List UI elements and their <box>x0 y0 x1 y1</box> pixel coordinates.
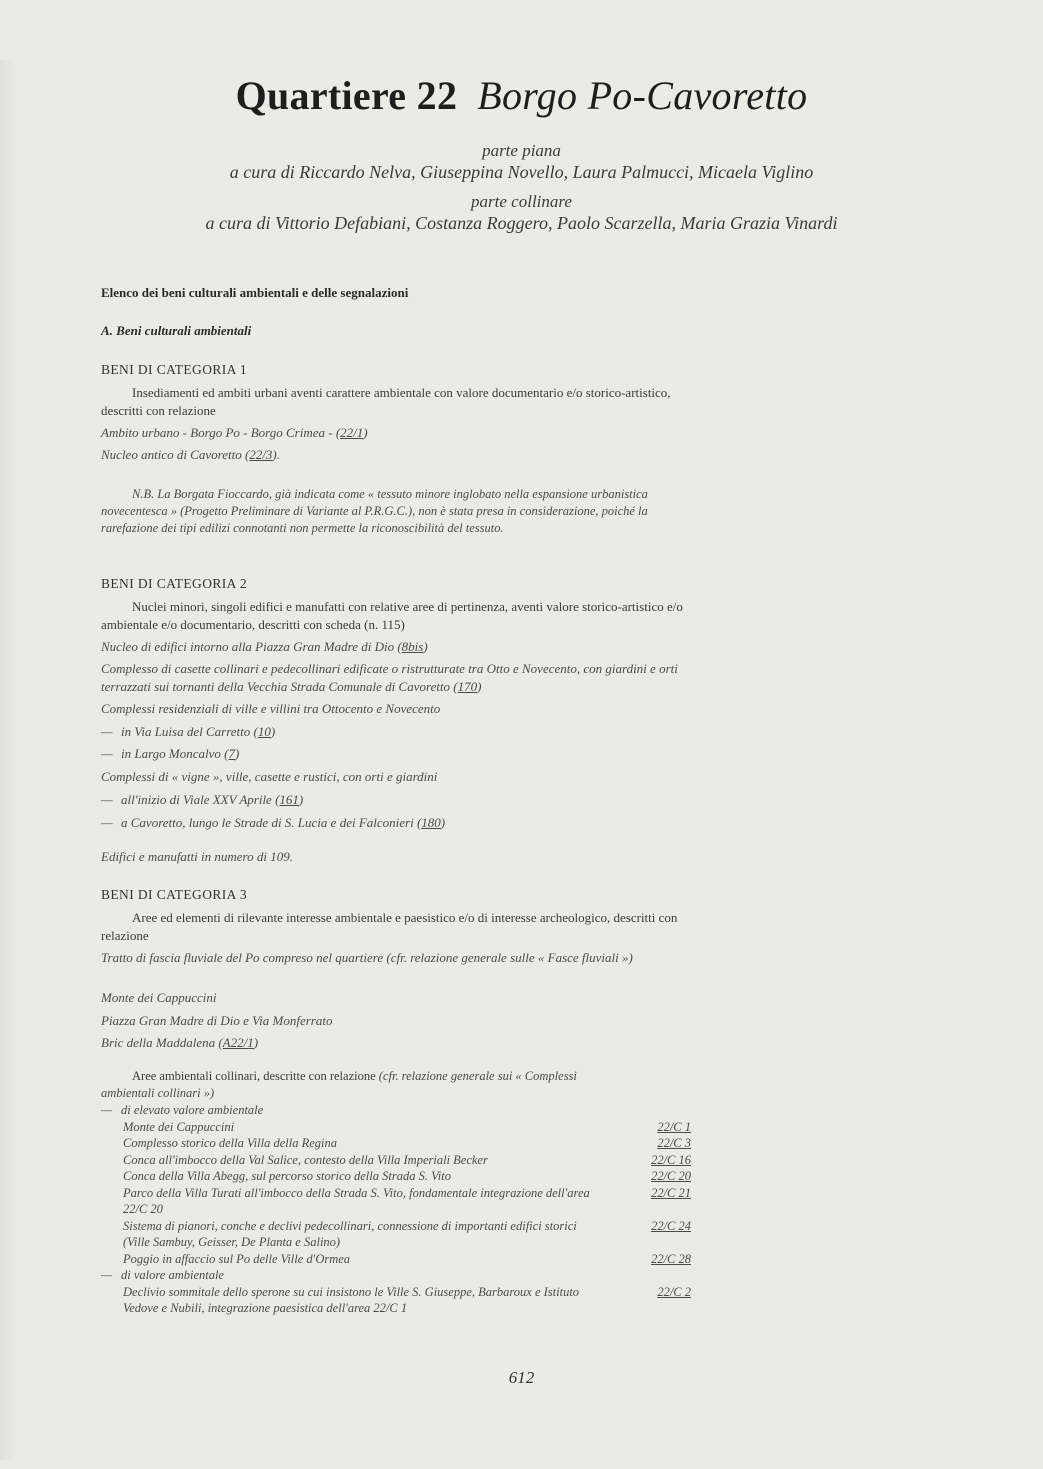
credit1-authors: a cura di Riccardo Nelva, Giuseppina Novello, Laura Palmucci, Micaela Viglino <box>229 162 814 182</box>
row-description: Parco della Villa Turati all'imbocco della Strada S. Vito, fondamentale integrazione dell'area 22/C 20 <box>123 1185 590 1216</box>
credit2-label: parte collinare <box>471 192 572 211</box>
section-a-heading: A. Beni culturali ambientali <box>101 323 252 338</box>
ref-link[interactable]: A22/1 <box>222 1035 254 1050</box>
cat2-item-4: Complessi di « vigne », ville, casette e rustici, con orti e giardini <box>101 769 438 784</box>
cat2-item-3a: — in Via Luisa del Carretto (10) <box>101 724 276 739</box>
title-main: Quartiere 22 <box>235 73 458 118</box>
row-code-link[interactable]: 22/C 2 <box>657 1284 691 1299</box>
cat3-intro: Aree ed elementi di rilevante interesse ambientale e paesistico e/o di interesse archeologico, descritti con relazione <box>101 910 678 943</box>
cat3-heading: BENI DI CATEGORIA 3 <box>101 887 247 902</box>
ref-link[interactable]: 170 <box>457 679 478 694</box>
row-description: Complesso storico della Villa della Regina <box>123 1136 337 1150</box>
cat1-heading: BENI DI CATEGORIA 1 <box>101 362 247 377</box>
row-code-link[interactable]: 22/C 20 <box>651 1169 691 1183</box>
cat3-item-3: Piazza Gran Madre di Dio e Via Monferrato <box>101 1013 333 1028</box>
page-edge-shadow <box>0 60 18 1460</box>
table-row <box>101 1168 691 1185</box>
areas-table <box>101 1102 691 1317</box>
cat1-intro: Insediamenti ed ambiti urbani aventi carattere ambientale con valore documentario e/o storico-artistico, descritti con relazione <box>101 385 671 418</box>
credit1-label: parte piana <box>482 141 561 160</box>
group1-heading: — di elevato valore ambientale <box>101 1103 264 1117</box>
table-row <box>101 1185 691 1218</box>
title-sub: Borgo Po-Cavoretto <box>477 73 808 118</box>
row-code-link[interactable]: 22/C 3 <box>657 1136 691 1150</box>
cat2-item-1: Nucleo di edifici intorno alla Piazza Gran Madre di Dio (8bis) <box>101 639 428 654</box>
ref-link[interactable]: 161 <box>279 792 299 807</box>
row-description: Sistema di pianori, conche e declivi pedecollinari, connessione di importanti edifici storici (Ville Sambuy, Geisser, De Planta e Salino) <box>123 1218 577 1249</box>
row-code-link[interactable]: 22/C 28 <box>651 1251 691 1266</box>
row-description: Monte dei Cappuccini <box>123 1119 235 1134</box>
row-description: Conca della Villa Abegg, sul percorso storico della Strada S. Vito <box>123 1169 451 1183</box>
table-row <box>101 1218 691 1251</box>
ref-link[interactable]: 10 <box>257 724 271 739</box>
cat2-heading: BENI DI CATEGORIA 2 <box>101 576 247 591</box>
cat1-item-1: Ambito urbano - Borgo Po - Borgo Crimea - (22/1) <box>101 425 368 440</box>
group2-rows <box>101 1284 691 1317</box>
list-heading: Elenco dei beni culturali ambientali e delle segnalazioni <box>101 285 409 300</box>
cat2-intro: Nuclei minori, singoli edifici e manufatti con relative aree di pertinenza, aventi valore storico-artistico e/o ambientale e/o documentario, descritti con scheda (n. 115) <box>101 599 683 632</box>
group1-rows <box>101 1119 691 1268</box>
row-description: Poggio in affaccio sul Po delle Ville d'Ormea <box>123 1251 351 1266</box>
row-description: Conca all'imbocco della Val Salice, contesto della Villa Imperiali Becker <box>123 1152 488 1167</box>
ref-link[interactable]: 22/1 <box>340 425 364 440</box>
cat1-note: N.B. La Borgata Fioccardo, già indicata come « tessuto minore inglobato nella espansione urbanistica novecentesca » (Progetto Preliminare di Variante al P.R.G.C.), non è stata presa in considerazione, poiché la rarefazione dei tipi edilizi connotanti non permette la riconoscibilità del tessuto. <box>101 487 648 535</box>
page-title <box>0 72 1043 119</box>
ref-link[interactable]: 8bis <box>401 639 424 654</box>
cat2-item-3b: — in Largo Moncalvo (7) <box>101 746 240 761</box>
page-number: 612 <box>508 1368 535 1387</box>
table-row <box>101 1251 691 1268</box>
row-code-link[interactable]: 22/C 21 <box>651 1185 691 1200</box>
row-code-link[interactable]: 22/C 1 <box>657 1119 691 1134</box>
row-description: Declivio sommitale dello sperone su cui insistono le Ville S. Giuseppe, Barbaroux e Istituto Vedove e Nubili, integrazione paesistica dell'area 22/C 1 <box>123 1284 580 1315</box>
row-code-link[interactable]: 22/C 16 <box>651 1152 691 1167</box>
cat3-item-2: Monte dei Cappuccini <box>101 990 217 1005</box>
cat2-item-2: Complesso di casette collinari e pedecollinari edificate o ristrutturate tra Otto e Novecento, con giardini e orti terrazzati sui tornanti della Vecchia Strada Comunale di Cavoretto (170) <box>101 661 678 694</box>
cat2-item-3: Complessi residenziali di ville e villini tra Ottocento e Novecento <box>101 701 441 716</box>
row-code-link[interactable]: 22/C 24 <box>651 1218 691 1233</box>
cat2-item-4a: — all'inizio di Viale XXV Aprile (161) <box>101 792 304 807</box>
table-row <box>101 1119 691 1136</box>
cat1-item-2: Nucleo antico di Cavoretto (22/3). <box>101 447 280 462</box>
cat2-total: Edifici e manufatti in numero di 109. <box>101 849 293 864</box>
group2-heading: — di valore ambientale <box>101 1268 224 1282</box>
ref-link[interactable]: 22/3 <box>249 447 273 462</box>
credit2-authors: a cura di Vittorio Defabiani, Costanza Roggero, Paolo Scarzella, Maria Grazia Vinardi <box>205 213 838 233</box>
table-row <box>101 1152 691 1169</box>
cat3-item-1: Tratto di fascia fluviale del Po compreso nel quartiere (cfr. relazione generale sulle « Fasce fluviali ») <box>101 950 633 965</box>
cat3-item-4: Bric della Maddalena (A22/1) <box>101 1035 259 1050</box>
cat3-areas-intro: Aree ambientali collinari, descritte con relazione (cfr. relazione generale sui « Complessi ambientali collinari ») <box>101 1069 577 1100</box>
ref-link[interactable]: 7 <box>228 746 235 761</box>
table-row <box>101 1284 691 1317</box>
ref-link[interactable]: 180 <box>421 815 441 830</box>
cat2-item-4b: — a Cavoretto, lungo le Strade di S. Lucia e dei Falconieri (180) <box>101 815 446 830</box>
table-row <box>101 1135 691 1152</box>
